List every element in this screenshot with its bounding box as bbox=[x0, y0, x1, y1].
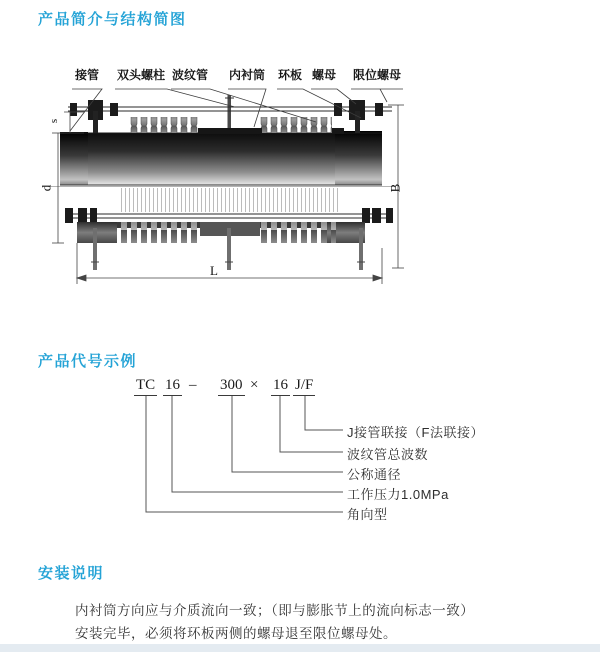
bellows-upper-left bbox=[130, 117, 200, 133]
code-part-pressure: 16 bbox=[163, 377, 182, 396]
limit-nut-left bbox=[70, 103, 77, 116]
callout-nominal-diameter: 公称通径 bbox=[347, 467, 402, 482]
part-label-bellows: 波纹管 bbox=[171, 68, 209, 82]
bellows-lower-right bbox=[260, 222, 336, 243]
install-instruction-line: 安装完毕，必须将环板两侧的螺母退至限位螺母处。 bbox=[75, 626, 397, 641]
hanging-stud-left bbox=[93, 228, 97, 270]
hanging-stud-center bbox=[227, 228, 231, 270]
dim-label-B: B bbox=[387, 183, 403, 193]
callout-connection-type: J接管联接（F法联接） bbox=[347, 425, 484, 440]
code-part-waves: 16 bbox=[271, 377, 290, 396]
part-label-nut: 螺母 bbox=[311, 68, 337, 82]
code-callout-leaders bbox=[40, 396, 560, 521]
part-label-ring-plate: 环板 bbox=[277, 68, 303, 82]
bellows-external-lines bbox=[120, 188, 340, 212]
expansion-joint-drawing bbox=[40, 62, 530, 300]
code-part-times: × bbox=[250, 377, 259, 393]
inner-liner-band bbox=[198, 128, 262, 134]
install-section-title: 安装说明 bbox=[38, 565, 105, 582]
dim-label-L: L bbox=[210, 263, 218, 278]
dim-label-d: d bbox=[38, 184, 54, 192]
ring-plate-right bbox=[355, 111, 360, 133]
code-part-connection: J/F bbox=[293, 377, 315, 396]
lower-external-view bbox=[65, 188, 393, 270]
part-label-double-stud: 双头螺柱 bbox=[116, 68, 166, 82]
bellows-upper-right bbox=[260, 117, 332, 133]
callout-working-pressure: 工作压力1.0MPa bbox=[347, 487, 449, 502]
dim-label-s: s bbox=[48, 118, 61, 124]
bellows-lower-left bbox=[120, 222, 200, 243]
callout-angular-type: 角向型 bbox=[347, 507, 388, 522]
limit-nut-right bbox=[375, 103, 383, 116]
hanging-stud-right bbox=[359, 228, 363, 270]
code-part-dash: – bbox=[189, 377, 197, 393]
part-label-inner-liner: 内衬筒 bbox=[228, 68, 266, 82]
callout-wave-count: 波纹管总波数 bbox=[347, 447, 429, 462]
structure-diagram bbox=[40, 62, 530, 300]
code-section-title: 产品代号示例 bbox=[38, 353, 138, 370]
intro-section-title: 产品简介与结构简图 bbox=[38, 11, 187, 28]
part-label-connector-pipe: 接管 bbox=[74, 68, 100, 82]
part-label-limit-nut: 限位螺母 bbox=[352, 68, 402, 82]
code-part-type: TC bbox=[134, 377, 157, 396]
install-instruction-line: 内衬筒方向应与介质流向一致；（即与膨胀节上的流向标志一致） bbox=[75, 603, 475, 618]
code-part-diameter: 300 bbox=[218, 377, 245, 396]
page-bottom-strip bbox=[0, 644, 600, 652]
upper-cross-section bbox=[60, 95, 382, 185]
ring-plate-left bbox=[93, 111, 98, 133]
